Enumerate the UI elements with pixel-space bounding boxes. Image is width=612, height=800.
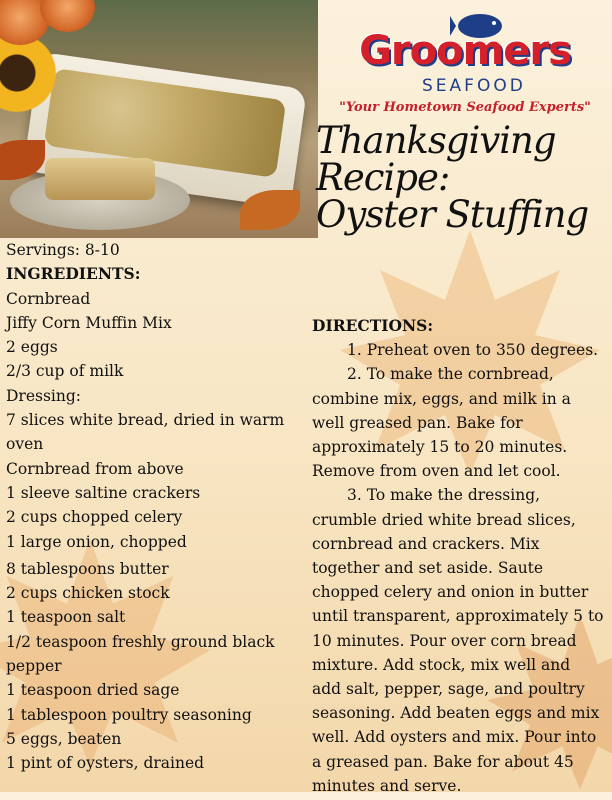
ingredients-section: [6, 238, 306, 776]
ingredient-item: Dressing:: [6, 386, 82, 405]
directions-heading: DIRECTIONS:: [312, 316, 434, 335]
groomers-logo: [330, 6, 600, 96]
logo-name: Groomers: [359, 28, 571, 74]
tagline: "Your Hometown Seafood Experts": [339, 100, 591, 115]
title-line-1: Thanksgiving: [316, 119, 556, 162]
stuffing-slice: [45, 158, 155, 200]
direction-step: 1. Preheat oven to 350 degrees.: [347, 341, 599, 360]
ingredients-heading: INGREDIENTS:: [6, 264, 141, 284]
servings: Servings: 8-10: [6, 241, 120, 259]
ingredient-item: 1 tablespoon poultry seasoning: [6, 705, 252, 724]
title-line-3: Oyster Stuffing: [316, 193, 589, 236]
ingredient-item: 1 teaspoon dried sage: [6, 681, 180, 700]
ingredient-item: 1 teaspoon salt: [6, 608, 126, 627]
ingredient-item: 2 cups chicken stock: [6, 584, 170, 603]
title-line-2: Recipe:: [316, 156, 450, 199]
ingredient-item: 5 eggs, beaten: [6, 729, 122, 748]
logo-subtitle: SEAFOOD: [422, 76, 526, 96]
ingredient-item: Cornbread: [6, 289, 91, 308]
ingredient-item: 1 pint of oysters, drained: [6, 754, 205, 773]
stuffing-photo: [0, 0, 318, 238]
ingredient-item: 8 tablespoons butter: [6, 559, 169, 578]
autumn-leaf-decoration: [0, 140, 45, 180]
rose-decoration: [40, 0, 95, 32]
ingredient-item: 2 eggs: [6, 338, 58, 357]
recipe-title: [316, 119, 612, 236]
ingredient-item: 2/3 cup of milk: [6, 362, 124, 381]
ingredient-item: 7 slices white bread, dried in warm oven: [6, 411, 285, 454]
ingredient-item: 1 large onion, chopped: [6, 532, 187, 551]
ingredient-item: Cornbread from above: [6, 459, 184, 478]
directions-section: [312, 314, 604, 798]
ingredient-item: 1/2 teaspoon freshly ground black pepper: [6, 632, 275, 676]
ingredient-item: 1 sleeve saltine crackers: [6, 483, 201, 502]
direction-step: 3. To make the dressing, crumble dried white bread slices, cornbread and crackers. Mix together and set aside. Saute chopped celery and onion in butter until transparent, approximately 5 to 10 minutes. Pour over corn bread mixture. Add stock, mix well and add salt, pepper, sage, and poultry seasoning. Add beaten eggs and mix well. Add oysters and mix. Pour into a greased pan. Bake for about 45 minutes and serve.: [312, 486, 604, 795]
direction-step: 2. To make the cornbread, combine mix, eggs, and milk in a well greased pan. Bake for approximately 15 to 20 minutes. Remove from oven and let cool.: [312, 365, 571, 481]
ingredient-item: 2 cups chopped celery: [6, 508, 183, 527]
ingredient-item: Jiffy Corn Muffin Mix: [6, 313, 172, 332]
